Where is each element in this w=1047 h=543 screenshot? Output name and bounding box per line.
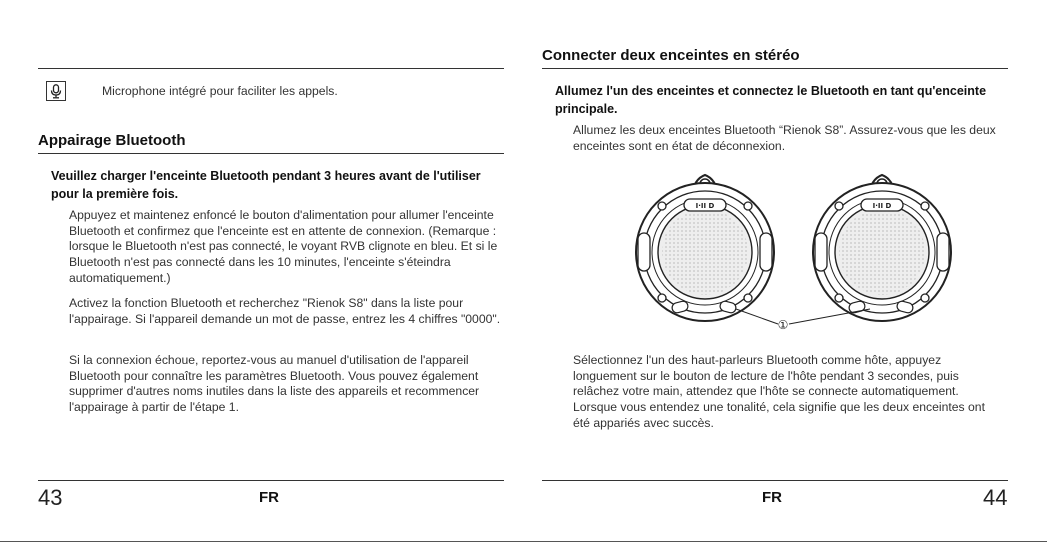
left-footer-rule [38,480,504,481]
stereo-intro: Allumez les deux enceintes Bluetooth “Rienok S8”. Assurez-vous que les deux enceintes sont en état de déconnexion. [573,123,996,153]
appairage-lead: Veuillez charger l'enceinte Bluetooth pendant 3 heures avant de l'utiliser pour la première fois. [51,169,481,201]
stereo-body: Sélectionnez l'un des haut-parleurs Bluetooth comme hôte, appuyez longuement sur le bouton de lecture de l'hôte pendant 3 secondes, puis relâchez votre main, attendez que l'hôte se connecte automatiquement. Lorsque vous entendez une tonalité, cela signifie que les deux enceintes ont été appariés avec succès. [573,353,985,430]
svg-text:I·II D: I·II D [695,202,715,210]
microphone-icon [46,81,66,101]
language-label-right: FR [762,489,782,506]
left-top-rule [38,68,504,69]
left-section-rule [38,153,504,154]
appairage-step-2: Activez la fonction Bluetooth et recherchez "Rienok S8" dans la liste pour l'appairage. Si l'appareil demande un mot de passe, entrez les 4 chiffres "0000". [69,296,501,326]
speaker-left-drawing [636,175,774,321]
appairage-step-1: Appuyez et maintenez enfoncé le bouton d'alimentation pour allumer l'enceinte Bluetooth et confirmez que l'enceinte est en attente de connexion. (Remarque : lorsque le Bluetooth n'est pas connecté, le voyant RVB clignote en bleu. Et si le Bluetooth n'est pas connecté dans les 10 minutes, l'enceinte s'éteindra automatiquement.) [69,208,498,285]
svg-text:I·II D: I·II D [872,202,892,210]
page-number-left: 43 [38,485,63,510]
section-title-appairage: Appairage Bluetooth [38,132,186,149]
bottom-edge-line [0,541,1047,542]
speakers-illustration [632,165,962,335]
feature-text: Microphone intégré pour faciliter les appels. [102,84,338,98]
right-top-rule [542,68,1008,69]
stereo-lead: Allumez l'un des enceintes et connectez le Bluetooth en tant qu'enceinte principale. [555,84,987,116]
right-footer-rule [542,480,1008,481]
speaker-right-drawing [813,175,951,321]
page-number-right: 44 [983,485,1008,510]
figure-callout: ① [777,318,789,332]
language-label-left: FR [259,489,279,506]
section-title-stereo: Connecter deux enceintes en stéréo [542,47,800,64]
appairage-step-3: Si la connexion échoue, reportez-vous au manuel d'utilisation de l'appareil Bluetooth pour connaître les paramètres Bluetooth. Vous pouvez également supprimer d'autres noms inutiles dans la liste des appareils et recommencer l'appairage à partir de l'étape 1. [69,353,480,415]
